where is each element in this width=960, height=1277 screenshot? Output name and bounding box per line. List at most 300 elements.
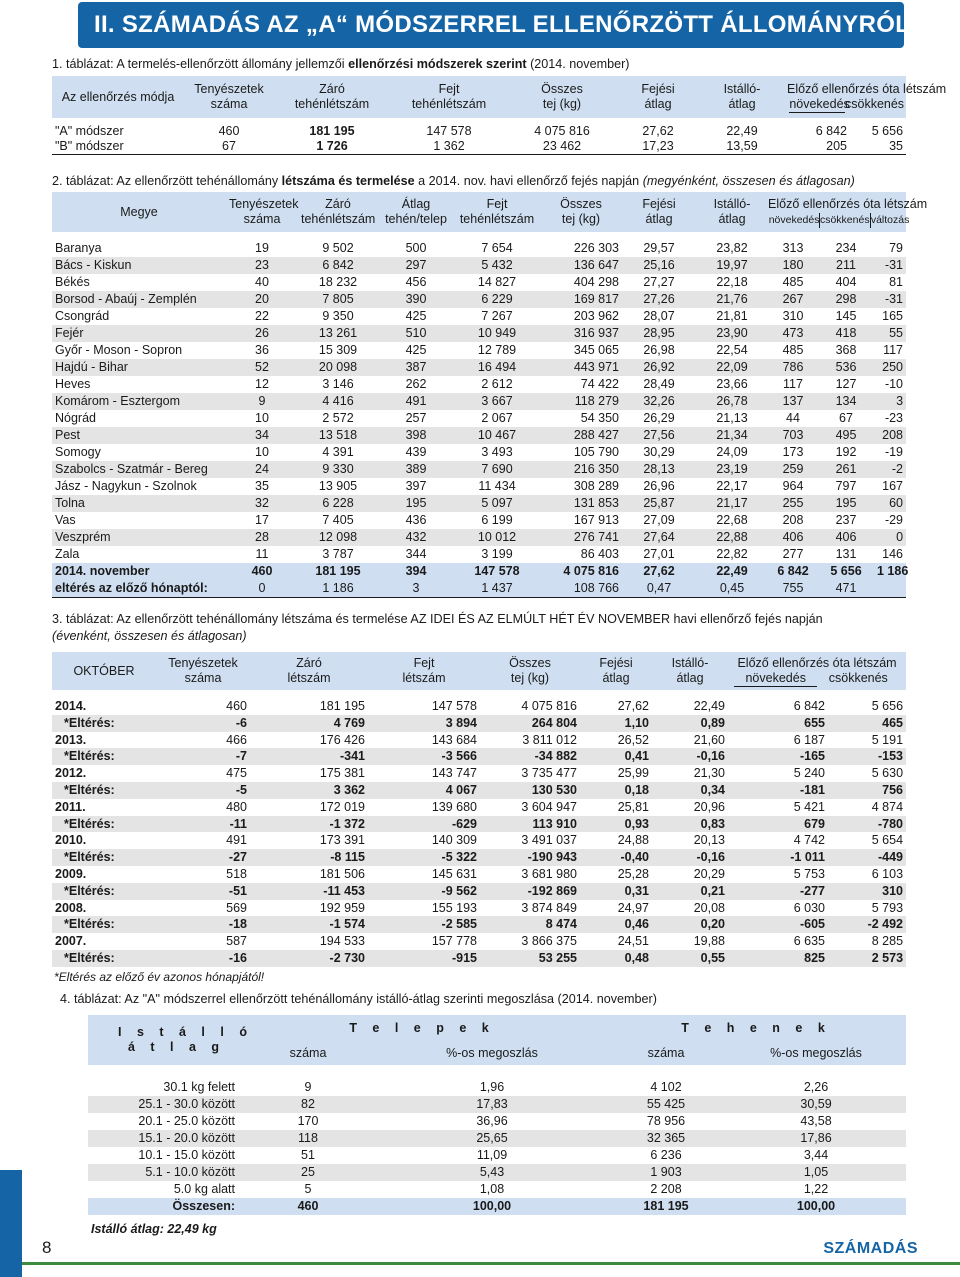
table2-caption-mid: a 2014. nov. havi ellenőrző fejés napján <box>414 174 643 188</box>
t2-cell-inc: 117 <box>783 377 803 391</box>
table4-caption: 4. táblázat: Az "A" módszerrel ellenőrzött tehénállomány istálló-átlag szerinti megoszlása (2014. november) <box>60 992 657 1006</box>
t3-cell-label: 2012. <box>55 766 87 781</box>
t3-cell-closing: 181 195 <box>319 699 365 713</box>
table-row <box>88 1079 906 1096</box>
t3-cell-milked: 4 067 <box>368 782 480 799</box>
table2-caption <box>52 174 855 188</box>
table-row <box>52 916 906 933</box>
t3-cell-inc: 6 635 <box>793 934 825 949</box>
t4-cell-range: 5.0 kg alatt <box>173 1182 235 1196</box>
t2-total-closing: 181 195 <box>298 563 378 580</box>
t3-cell-inc: 655 <box>728 715 828 732</box>
t3-cell-milked: 157 778 <box>431 934 477 949</box>
t2-cell-milk: 288 427 <box>540 427 622 444</box>
t2-cell-farms: 24 <box>226 461 298 478</box>
t3-cell-milked: 147 578 <box>431 699 477 713</box>
t2-cell-milked: 16 494 <box>454 359 540 376</box>
t2-cell-milk: 216 350 <box>540 461 622 478</box>
t1-cell-inc: 205 <box>826 139 847 153</box>
t3-cell-stall: 0,55 <box>652 950 728 967</box>
t3-cell-label: 2010. <box>55 833 87 848</box>
t3-cell-inc: -277 <box>728 883 828 900</box>
table-row <box>52 799 906 816</box>
t2-cell-avg: 425 <box>405 343 427 357</box>
table-row <box>88 1198 906 1215</box>
t3-cell-milk: 8 474 <box>480 916 580 933</box>
t4-cell-farms: 118 <box>238 1130 378 1147</box>
t3-cell-milk: 3 874 849 <box>521 900 577 915</box>
table-row <box>52 512 906 529</box>
table-row <box>52 240 906 257</box>
t2-cell-milking: 28,13 <box>622 461 696 478</box>
table-row <box>52 461 906 478</box>
t2-cell-dec: 536 <box>818 359 874 376</box>
t2-cell-farms: 10 <box>255 445 269 459</box>
t4-h-cows-share: %-os megoszlás <box>726 1041 906 1065</box>
t1-cell-milk: 4 075 816 <box>534 124 590 138</box>
t3-cell-farms: -27 <box>156 849 250 866</box>
t2-cell-milked: 3 199 <box>481 547 513 561</box>
t2-cell-inc: 406 <box>768 529 818 546</box>
t3-h-farms: Tenyészetek száma <box>156 652 250 690</box>
t2-cell-farms: 26 <box>226 325 298 342</box>
table-row <box>52 444 906 461</box>
t4-cell-range: 20.1 - 25.0 között <box>138 1114 235 1128</box>
t3-cell-milked: 140 309 <box>431 833 477 848</box>
t2-cell-dec: 131 <box>835 547 857 561</box>
t4-cell-cows_pct: 30,59 <box>726 1096 906 1113</box>
table-row <box>52 359 906 376</box>
t4-total-range: Összesen: <box>88 1198 238 1215</box>
t4-cell-range: 25.1 - 30.0 között <box>88 1096 238 1113</box>
t2-total-stall: 22,49 <box>696 563 768 580</box>
page-number: 8 <box>42 1238 52 1257</box>
t3-cell-dec: 8 285 <box>871 934 904 949</box>
t2-cell-milked: 5 432 <box>454 257 540 274</box>
t2-cell-milked: 12 789 <box>477 343 517 357</box>
table-row <box>52 342 906 359</box>
t2-cell-county: Komárom - Esztergom <box>52 393 226 410</box>
t3-cell-stall: -0,16 <box>652 748 728 765</box>
t2-cell-delta: -10 <box>884 377 904 391</box>
t2-cell-farms: 28 <box>226 529 298 546</box>
t2-cell-county: Békés <box>55 275 90 289</box>
t2-cell-farms: 35 <box>255 479 269 493</box>
t4-h-farms-count: száma <box>238 1041 378 1065</box>
t1-cell-milked: 1 362 <box>433 139 465 153</box>
t4-cell-farms_pct: 11,09 <box>476 1148 508 1162</box>
t4-cell-range: 15.1 - 20.0 között <box>88 1130 238 1147</box>
t2-diff-milk: 108 766 <box>540 580 622 598</box>
table-row <box>52 478 906 495</box>
t3-cell-stall: 0,34 <box>652 782 728 799</box>
t2-cell-closing: 6 842 <box>298 257 378 274</box>
t3-cell-stall: 20,13 <box>693 833 725 848</box>
t2-cell-inc: 180 <box>768 257 818 274</box>
t2-cell-milk: 86 403 <box>580 547 619 561</box>
t2-cell-avg: 195 <box>378 495 454 512</box>
t3-cell-closing: 192 959 <box>319 900 365 915</box>
t2-cell-stall: 22,88 <box>696 529 768 546</box>
table-row <box>88 1215 906 1238</box>
t2-cell-closing: 4 416 <box>298 393 378 410</box>
t3-cell-milking: 24,97 <box>617 900 649 915</box>
table-row <box>52 883 906 900</box>
t2-cell-milking: 27,27 <box>643 275 675 289</box>
t3-cell-dec: -780 <box>828 816 906 833</box>
t2-cell-inc: 137 <box>768 393 818 410</box>
t2-cell-stall: 23,82 <box>716 241 748 255</box>
table-row <box>52 139 906 155</box>
t2-diff-county: eltérés az előző hónaptól: <box>52 580 226 598</box>
table1 <box>52 76 947 157</box>
t3-cell-stall: 0,21 <box>652 883 728 900</box>
table4 <box>88 1015 906 1238</box>
t3-cell-milk: -34 882 <box>480 748 580 765</box>
t4-cell-cows: 2 208 <box>650 1182 682 1196</box>
t2-cell-delta: 146 <box>882 547 904 561</box>
t2-cell-stall: 19,97 <box>696 257 768 274</box>
t2-total-county: 2014. november <box>52 563 226 580</box>
t2-cell-inc: 313 <box>782 241 804 255</box>
t2-cell-stall: 22,82 <box>716 547 748 561</box>
t3-cell-stall: 19,88 <box>693 934 725 949</box>
t3-cell-farms: 466 <box>226 732 247 747</box>
t2-cell-closing: 13 261 <box>298 325 378 342</box>
t3-cell-milking: 24,88 <box>617 833 649 848</box>
t2-cell-milk: 54 350 <box>580 411 619 425</box>
t3-cell-label: *Eltérés: <box>52 950 156 967</box>
t2-cell-milked: 5 097 <box>454 495 540 512</box>
t2-cell-closing: 9 330 <box>298 461 378 478</box>
t1-h-milking: Fejési átlag <box>616 76 700 118</box>
t2-cell-avg: 425 <box>405 309 427 323</box>
t2-cell-milked: 6 199 <box>481 513 513 527</box>
t2-cell-dec: 298 <box>818 291 874 308</box>
t2-total-milk: 4 075 816 <box>540 563 622 580</box>
t2-cell-milk: 308 289 <box>573 479 619 493</box>
t3-cell-milked: 139 680 <box>431 799 477 814</box>
t2-cell-delta: -31 <box>874 257 906 274</box>
t2-cell-delta: 167 <box>882 479 904 493</box>
t3-cell-stall: 0,20 <box>652 916 728 933</box>
t2-cell-avg: 436 <box>405 513 427 527</box>
t2-cell-stall: 21,34 <box>696 427 768 444</box>
t2-cell-milked: 10 012 <box>454 529 540 546</box>
table-row <box>52 410 906 427</box>
t4-cell-farms: 25 <box>238 1164 378 1181</box>
t2-total-avg: 394 <box>378 563 454 580</box>
table-row <box>52 124 906 139</box>
table-row <box>88 1113 906 1130</box>
t2-cell-closing: 9 350 <box>322 309 354 323</box>
t2-diff-closing: 1 186 <box>298 580 378 598</box>
table-row <box>52 308 906 325</box>
t4-cell-cows: 32 365 <box>606 1130 726 1147</box>
t3-cell-milk: -192 869 <box>480 883 580 900</box>
t2-cell-stall: 21,76 <box>696 291 768 308</box>
t3-cell-farms: 518 <box>226 866 247 881</box>
table-row <box>52 900 906 917</box>
t1-cell-dec: 35 <box>889 139 904 153</box>
t2-cell-milked: 7 690 <box>454 461 540 478</box>
t3-cell-milk: 3 491 037 <box>521 833 577 848</box>
t2-cell-dec: 237 <box>835 513 857 527</box>
t2-cell-county: Jász - Nagykun - Szolnok <box>55 479 197 493</box>
t2-cell-inc: 44 <box>786 411 800 425</box>
t3-cell-milking: 24,51 <box>617 934 649 949</box>
t2-cell-closing: 13 518 <box>298 427 378 444</box>
t3-cell-milked: -3 566 <box>368 748 480 765</box>
t2-cell-closing: 15 309 <box>318 343 358 357</box>
t3-cell-label: *Eltérés: <box>52 748 156 765</box>
t3-cell-farms: 460 <box>226 699 247 713</box>
t3-cell-dec: 4 874 <box>871 799 904 814</box>
t2-cell-avg: 510 <box>378 325 454 342</box>
t1-cell-milk: 23 462 <box>542 139 582 153</box>
t2-cell-delta: 0 <box>874 529 906 546</box>
t3-cell-label: *Eltérés: <box>52 849 156 866</box>
t4-cell-cows_pct: 1,22 <box>803 1182 829 1196</box>
t3-cell-dec: -2 492 <box>828 916 906 933</box>
t2-total-milking: 27,62 <box>622 563 696 580</box>
t4-h-stall: I s t á l l ó á t l a g <box>88 1015 238 1065</box>
t2-cell-county: Vas <box>55 513 76 527</box>
t3-cell-label: *Eltérés: <box>52 782 156 799</box>
t2-cell-closing: 2 572 <box>322 411 354 425</box>
table-row <box>52 732 906 749</box>
t4-h-cows: T e h e n e k <box>606 1015 906 1041</box>
t2-cell-dec: 404 <box>835 275 857 289</box>
t2-cell-dec: 145 <box>835 309 857 323</box>
table-row <box>52 715 906 732</box>
t3-cell-closing: 175 381 <box>319 766 365 781</box>
t2-cell-delta: 60 <box>874 495 906 512</box>
t2-cell-dec: 797 <box>835 479 857 493</box>
t3-cell-farms: 491 <box>226 833 247 848</box>
t3-cell-dec: 5 656 <box>871 699 904 713</box>
t2-cell-milking: 27,01 <box>643 547 675 561</box>
t2-cell-dec: 127 <box>835 377 857 391</box>
t4-cell-farms_pct: 1,08 <box>479 1182 505 1196</box>
t2-cell-milking: 26,96 <box>643 479 675 493</box>
t2-h-closing: Záró tehénlétszám <box>298 192 378 232</box>
t3-cell-inc: 6 842 <box>793 699 825 713</box>
t2-cell-closing: 3 787 <box>322 547 354 561</box>
t3-cell-milk: 3 866 375 <box>521 934 577 949</box>
t3-cell-stall: 0,89 <box>652 715 728 732</box>
t4-cell-farms_pct: 17,83 <box>378 1096 606 1113</box>
t2-cell-avg: 390 <box>378 291 454 308</box>
t2-cell-delta: -19 <box>884 445 904 459</box>
t2-cell-inc: 267 <box>768 291 818 308</box>
t1-cell-inc: 6 842 <box>815 124 847 138</box>
t2-cell-milk: 136 647 <box>540 257 622 274</box>
t3-cell-milk: 3 681 980 <box>521 866 577 881</box>
t3-cell-closing: 4 769 <box>250 715 368 732</box>
t3-cell-label: *Eltérés: <box>52 883 156 900</box>
table-row <box>88 1096 906 1113</box>
t2-cell-avg: 344 <box>405 547 427 561</box>
t3-cell-milk: 3 604 947 <box>521 799 577 814</box>
t3-cell-label: *Eltérés: <box>52 816 156 833</box>
t2-cell-dec: 406 <box>818 529 874 546</box>
t3-cell-milking: 25,99 <box>617 766 649 781</box>
t4-cell-range: 5.1 - 10.0 között <box>88 1164 238 1181</box>
t3-cell-milking: 0,48 <box>580 950 652 967</box>
t4-cell-farms_pct: 36,96 <box>476 1114 508 1128</box>
t2-total-inc: 6 842 <box>768 563 818 580</box>
t2-cell-dec: 67 <box>839 411 853 425</box>
t2-cell-closing: 4 391 <box>322 445 354 459</box>
t2-cell-dec: 234 <box>835 241 857 255</box>
t3-h-milked: Fejt létszám <box>368 652 480 690</box>
t2-diff-milked: 1 437 <box>454 580 540 598</box>
t3-cell-label: 2008. <box>55 900 87 915</box>
t1-cell-closing: 181 195 <box>309 124 355 138</box>
table-row <box>52 563 906 580</box>
t2-cell-dec: 211 <box>818 257 874 274</box>
table3-footnote: *Eltérés az előző év azonos hónapjától! <box>54 970 265 984</box>
t2-cell-farms: 36 <box>255 343 269 357</box>
t3-cell-milked: -9 562 <box>368 883 480 900</box>
t2-cell-county: Veszprém <box>52 529 226 546</box>
t2-cell-inc: 259 <box>768 461 818 478</box>
t2-cell-milking: 27,64 <box>622 529 696 546</box>
t3-cell-milk: 264 804 <box>480 715 580 732</box>
t2-cell-avg: 262 <box>405 377 427 391</box>
t2-cell-county: Nógrád <box>55 411 96 425</box>
t2-cell-milking: 32,26 <box>622 393 696 410</box>
table-row <box>52 325 906 342</box>
t4-cell-farms: 5 <box>304 1182 312 1196</box>
table3-caption: 3. táblázat: Az ellenőrzött tehénállomány létszáma és termelése AZ IDEI ÉS AZ ELMÚLT HÉT ÉV NOVEMBER havi ellenőrző fejés napján <box>52 612 823 626</box>
t2-cell-inc: 485 <box>782 275 804 289</box>
t2-cell-county: Zala <box>55 547 80 561</box>
t2-cell-closing: 3 146 <box>322 377 354 391</box>
t3-cell-farms: 480 <box>226 799 247 814</box>
t3-cell-closing: -1 372 <box>250 816 368 833</box>
t2-cell-avg: 389 <box>378 461 454 478</box>
t2-h-avg: Átlag tehén/telep <box>378 192 454 232</box>
t2-cell-stall: 23,66 <box>716 377 748 391</box>
table-row <box>52 495 906 512</box>
t2-cell-milking: 25,87 <box>622 495 696 512</box>
t3-cell-dec: 756 <box>828 782 906 799</box>
t2-cell-milking: 26,92 <box>622 359 696 376</box>
t2-total-farms: 460 <box>226 563 298 580</box>
t3-cell-stall: 0,83 <box>652 816 728 833</box>
table1-caption-bold: ellenőrzési módszerek szerint <box>348 57 527 71</box>
table-row <box>52 950 906 967</box>
t2-cell-milk: 74 422 <box>580 377 619 391</box>
t2-cell-county: Pest <box>52 427 226 444</box>
t2-cell-dec: 418 <box>818 325 874 342</box>
t3-h-closing: Záró létszám <box>250 652 368 690</box>
t3-cell-stall: 20,08 <box>693 900 725 915</box>
table-row <box>88 1130 906 1147</box>
table-row <box>52 393 906 410</box>
t2-cell-closing: 9 502 <box>322 241 354 255</box>
t2-cell-milk: 167 913 <box>573 513 619 527</box>
t3-cell-closing: 176 426 <box>319 732 365 747</box>
t3-cell-milk: 3 735 477 <box>521 766 577 781</box>
table3-header <box>52 652 906 690</box>
t2-cell-milk: 345 065 <box>573 343 619 357</box>
t2-cell-closing: 18 232 <box>318 275 358 289</box>
t4-cell-farms: 9 <box>304 1080 312 1094</box>
t2-cell-farms: 52 <box>226 359 298 376</box>
t2-cell-stall: 22,54 <box>716 343 748 357</box>
t3-cell-closing: 194 533 <box>319 934 365 949</box>
table-row <box>52 832 906 849</box>
t1-h-milked: Fejt tehénlétszám <box>390 76 508 118</box>
table1-header <box>52 76 906 118</box>
t2-cell-stall: 21,17 <box>696 495 768 512</box>
t2-cell-avg: 257 <box>405 411 427 425</box>
t2-cell-avg: 432 <box>378 529 454 546</box>
t2-cell-stall: 22,18 <box>716 275 748 289</box>
t2-total-milked: 147 578 <box>454 563 540 580</box>
t2-cell-county: Tolna <box>52 495 226 512</box>
t2-cell-avg: 387 <box>378 359 454 376</box>
table3-caption-sub: (évenként, összesen és átlagosan) <box>52 629 247 643</box>
t2-cell-county: Szabolcs - Szatmár - Bereg <box>52 461 226 478</box>
t3-cell-stall: 21,60 <box>693 732 725 747</box>
t2-cell-milk: 443 971 <box>540 359 622 376</box>
t2-cell-delta: -2 <box>874 461 906 478</box>
t3-cell-milked: 143 684 <box>431 732 477 747</box>
t2-cell-milked: 11 434 <box>478 479 516 493</box>
table2-caption-bold: létszáma és termelése <box>281 174 415 188</box>
t2-h-milk: Összes tej (kg) <box>540 192 622 232</box>
t2-cell-county: Baranya <box>55 241 102 255</box>
t2-cell-milked: 14 827 <box>477 275 517 289</box>
t2-cell-milk: 226 303 <box>573 241 619 255</box>
t2-cell-avg: 398 <box>378 427 454 444</box>
t3-cell-milking: 26,52 <box>617 732 649 747</box>
t3-cell-milking: 0,46 <box>580 916 652 933</box>
t1-h-stall: Istálló- átlag <box>700 76 784 118</box>
t2-cell-milking: 27,56 <box>622 427 696 444</box>
t2-cell-milked: 7 267 <box>481 309 513 323</box>
t2-cell-inc: 473 <box>768 325 818 342</box>
t4-cell-farms_pct: 1,96 <box>479 1080 505 1094</box>
t2-diff-inc: 755 <box>768 580 818 598</box>
t4-total-cows_pct: 100,00 <box>726 1198 906 1215</box>
t4-h-cows-count: száma <box>606 1041 726 1065</box>
t2-cell-milking: 25,16 <box>622 257 696 274</box>
t2-cell-inc: 208 <box>782 513 804 527</box>
t3-cell-milking: 0,93 <box>580 816 652 833</box>
t1-cell-milked: 147 578 <box>426 124 472 138</box>
t3-cell-farms: -18 <box>156 916 250 933</box>
t4-h-farms: T e l e p e k <box>238 1015 606 1041</box>
t1-h-closing: Záró tehénlétszám <box>274 76 390 118</box>
t3-cell-closing: 173 391 <box>319 833 365 848</box>
t2-cell-farms: 34 <box>226 427 298 444</box>
t3-cell-milking: 27,62 <box>617 699 649 713</box>
t2-cell-milk: 276 741 <box>540 529 622 546</box>
t2-cell-farms: 10 <box>255 411 269 425</box>
t3-cell-milk: 113 910 <box>480 816 580 833</box>
t3-h-milking: Fejési átlag <box>580 652 652 690</box>
t3-cell-inc: 5 753 <box>793 866 825 881</box>
t2-cell-inc: 255 <box>768 495 818 512</box>
footer-rule <box>22 1262 960 1265</box>
t2-h-change: Előző ellenőrzés óta létszám növekedéscsökkenésváltozás <box>768 192 906 232</box>
t2-cell-milked: 10 949 <box>454 325 540 342</box>
